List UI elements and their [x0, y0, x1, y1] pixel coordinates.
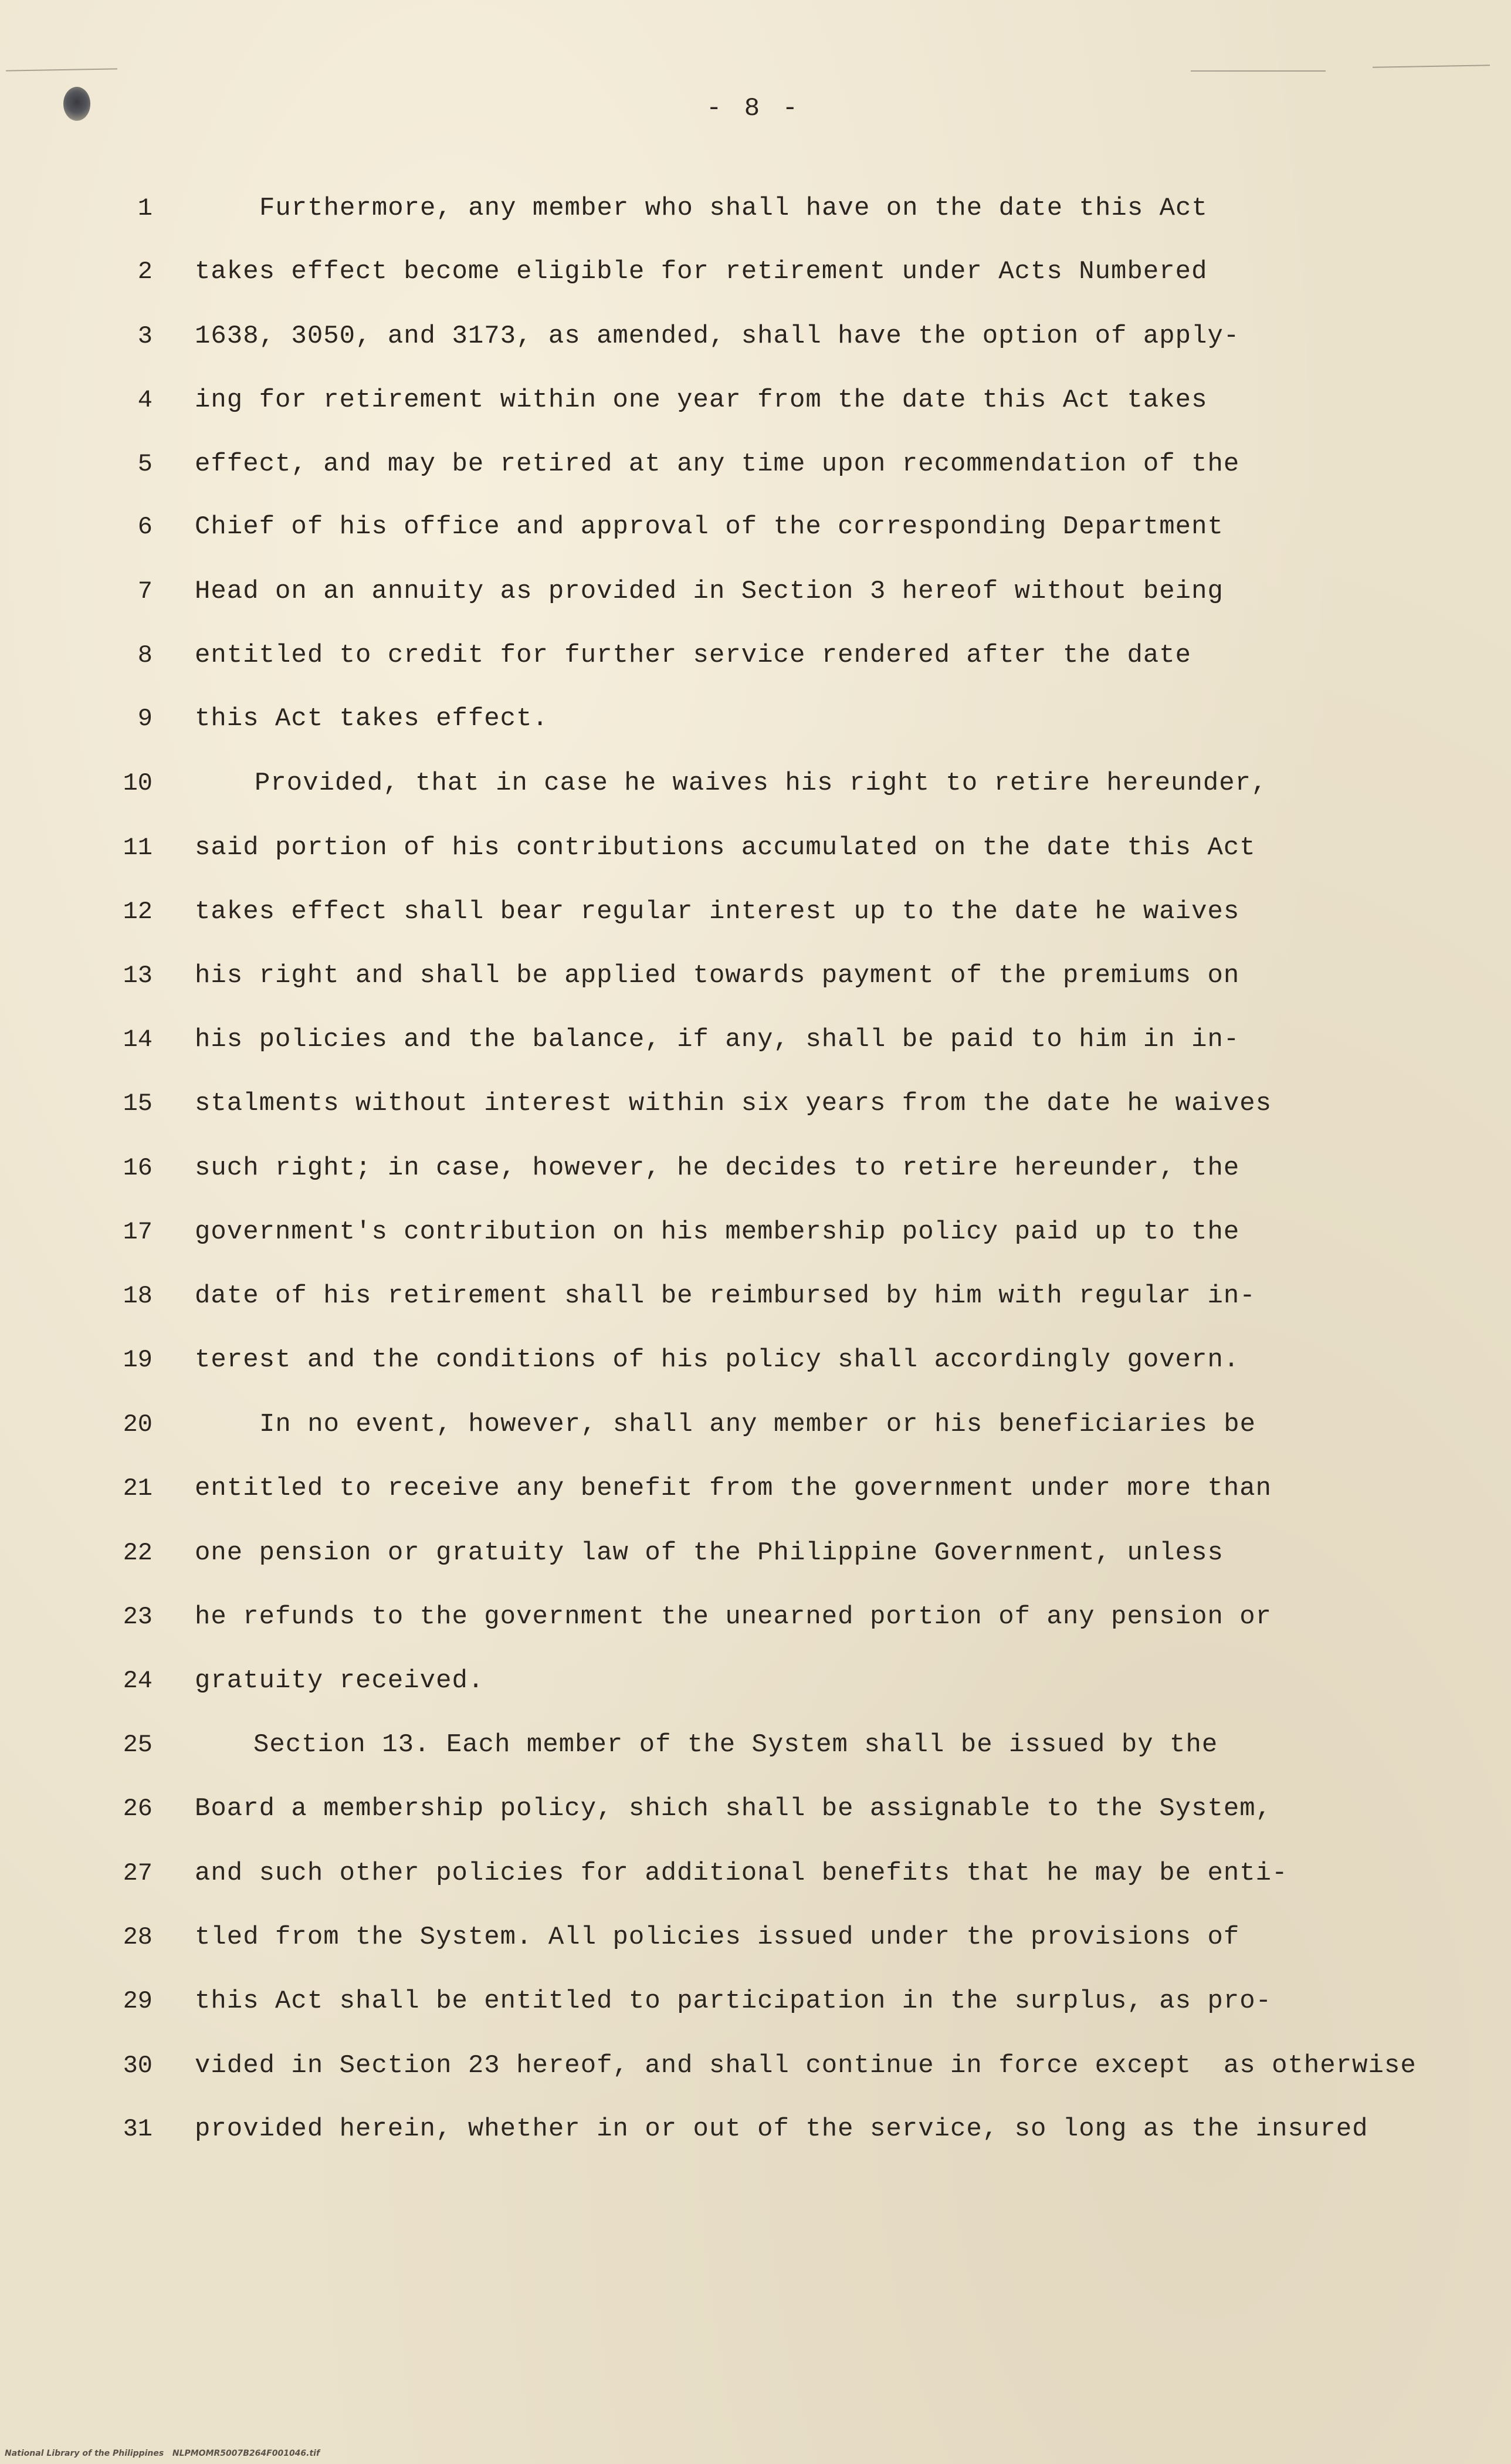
line-text: such right; in case, however, he decides to retire hereunder, the: [195, 1153, 1240, 1183]
text-line: [0, 444, 1511, 485]
text-line: [0, 1596, 1511, 1637]
line-text: Board a membership policy, shich shall be assignable to the System,: [195, 1794, 1272, 1823]
text-line: [0, 635, 1511, 676]
line-number: 22: [123, 1539, 153, 1567]
text-line: [0, 251, 1511, 292]
line-text: 1638, 3050, and 3173, as amended, shall have the option of apply-: [195, 321, 1240, 351]
line-number: 27: [123, 1859, 153, 1887]
text-line: [0, 1211, 1511, 1253]
line-number: 25: [123, 1731, 153, 1759]
text-line: [0, 1532, 1511, 1573]
line-text: he refunds to the government the unearned portion of any pension or: [195, 1602, 1272, 1632]
text-line: [0, 2108, 1511, 2150]
line-text: Provided, that in case he waives his right to retire hereunder,: [255, 769, 1268, 798]
line-number: 31: [123, 2115, 153, 2143]
text-line: [0, 1339, 1511, 1380]
line-number: 30: [123, 2052, 153, 2080]
text-line: [0, 1148, 1511, 1189]
archive-footer: National Library of the Philippines NLPMOMR5007B264F001046.tif: [5, 2449, 320, 2458]
line-number: 11: [123, 834, 153, 862]
line-text: Furthermore, any member who shall have on the date this Act: [259, 194, 1208, 223]
line-text: Section 13. Each member of the System shall be issued by the: [253, 1730, 1218, 1759]
line-number: 28: [123, 1923, 153, 1951]
line-text: this Act takes effect.: [195, 704, 548, 733]
line-text: tled from the System. All policies issued under the provisions of: [195, 1923, 1240, 1952]
edge-mark: [1191, 70, 1326, 72]
text-line: [0, 1468, 1511, 1509]
line-text: entitled to receive any benefit from the government under more than: [195, 1474, 1272, 1503]
text-line: [0, 506, 1511, 547]
text-line: [0, 1917, 1511, 1958]
text-line: [0, 1404, 1511, 1445]
text-line: [0, 763, 1511, 804]
line-number: 3: [137, 322, 153, 350]
line-number: 4: [137, 386, 153, 414]
line-number: 10: [123, 769, 153, 797]
line-number: 26: [123, 1795, 153, 1823]
line-number: 23: [123, 1603, 153, 1631]
line-number: 20: [123, 1410, 153, 1439]
line-text: date of his retirement shall be reimbursed by him with regular in-: [195, 1281, 1256, 1311]
line-number: 14: [123, 1025, 153, 1054]
line-text: In no event, however, shall any member or his beneficiaries be: [259, 1410, 1256, 1439]
text-line: [0, 2045, 1511, 2086]
text-line: [0, 1019, 1511, 1060]
text-line: [0, 1981, 1511, 2022]
line-number: 16: [123, 1154, 153, 1182]
line-text: gratuity received.: [195, 1666, 485, 1695]
line-text: terest and the conditions of his policy shall accordingly govern.: [195, 1345, 1240, 1375]
text-line: [0, 827, 1511, 868]
line-number: 29: [123, 1987, 153, 2015]
line-number: 17: [123, 1218, 153, 1246]
text-line: [0, 1275, 1511, 1316]
line-text: Chief of his office and approval of the corresponding Department: [195, 512, 1224, 541]
page-number: - 8 -: [706, 94, 802, 123]
line-text: government's contribution on his membership policy paid up to the: [195, 1217, 1240, 1247]
text-line: [0, 698, 1511, 739]
line-text: vided in Section 23 hereof, and shall continue in force except as otherwise: [195, 2051, 1417, 2080]
text-line: [0, 1724, 1511, 1765]
line-text: stalments without interest within six years from the date he waives: [195, 1089, 1272, 1118]
line-number: 2: [137, 258, 153, 286]
line-text: entitled to credit for further service rendered after the date: [195, 641, 1192, 670]
line-number: 6: [137, 513, 153, 541]
line-text: effect, and may be retired at any time upon recommendation of the: [195, 449, 1240, 479]
edge-mark: [1373, 65, 1490, 67]
line-text: Head on an annuity as provided in Section 3 hereof without being: [195, 577, 1224, 606]
line-number: 18: [123, 1282, 153, 1310]
text-line: [0, 188, 1511, 229]
punch-hole: [63, 87, 90, 121]
line-text: provided herein, whether in or out of the service, so long as the insured: [195, 2114, 1368, 2144]
line-number: 21: [123, 1474, 153, 1502]
line-text: this Act shall be entitled to participation in the surplus, as pro-: [195, 1986, 1272, 2016]
line-number: 12: [123, 898, 153, 926]
line-text: takes effect become eligible for retirement under Acts Numbered: [195, 257, 1208, 286]
line-number: 9: [137, 705, 153, 733]
line-number: 19: [123, 1346, 153, 1374]
text-line: [0, 891, 1511, 932]
line-number: 13: [123, 962, 153, 990]
line-text: one pension or gratuity law of the Philippine Government, unless: [195, 1538, 1224, 1568]
line-text: takes effect shall bear regular interest up to the date he waives: [195, 897, 1240, 926]
text-line: [0, 1083, 1511, 1124]
text-line: [0, 955, 1511, 996]
text-line: [0, 380, 1511, 421]
edge-mark: [6, 68, 117, 71]
line-number: 5: [137, 450, 153, 478]
text-line: [0, 316, 1511, 357]
line-text: said portion of his contributions accumulated on the date this Act: [195, 833, 1256, 862]
text-line: [0, 1853, 1511, 1894]
line-text: and such other policies for additional benefits that he may be enti-: [195, 1859, 1288, 1888]
line-number: 7: [137, 577, 153, 605]
line-number: 1: [137, 194, 153, 222]
text-line: [0, 571, 1511, 612]
line-text: his right and shall be applied towards payment of the premiums on: [195, 961, 1240, 990]
line-number: 24: [123, 1667, 153, 1695]
text-line: [0, 1660, 1511, 1701]
line-number: 15: [123, 1089, 153, 1118]
line-text: his policies and the balance, if any, shall be paid to him in in-: [195, 1025, 1240, 1054]
line-text: ing for retirement within one year from the date this Act takes: [195, 385, 1208, 415]
line-number: 8: [137, 641, 153, 669]
text-line: [0, 1788, 1511, 1829]
